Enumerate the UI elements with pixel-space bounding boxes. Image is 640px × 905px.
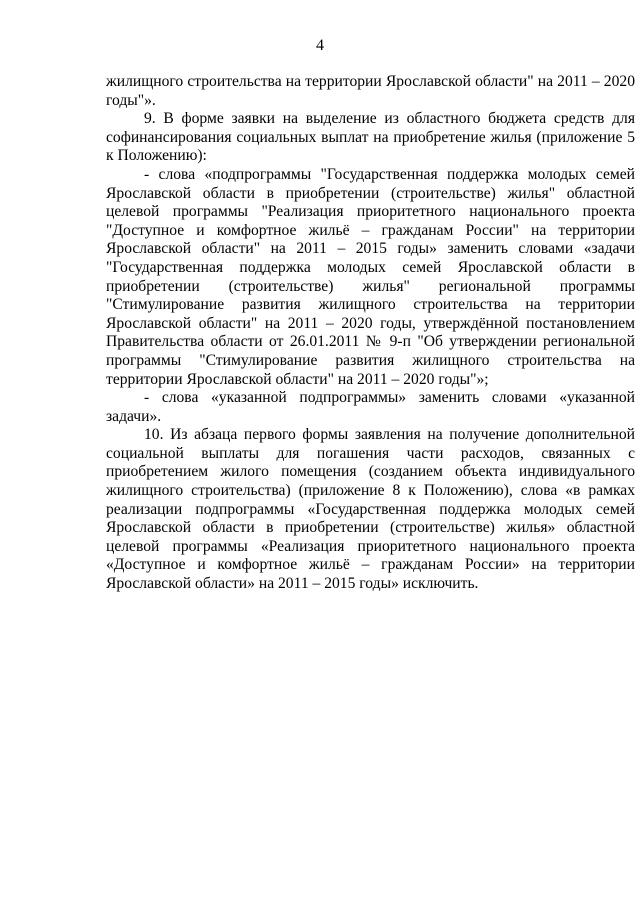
paragraph-continuation: жилищного строительства на территории Ярославской области" на 2011 – 2020 годы"». <box>106 73 635 109</box>
document-body <box>106 73 635 594</box>
page-number: 4 <box>316 37 324 54</box>
paragraph-item-9-second-dash: - слова «указанной подпрограммы» заменить словами «указанной задачи». <box>106 389 635 425</box>
paragraph-item-9: 9. В форме заявки на выделение из областного бюджета средств для софинансирования социальных выплат на приобретение жилья (приложение 5 к Положению): <box>106 110 635 165</box>
paragraph-item-10: 10. Из абзаца первого формы заявления на получение дополнительной социальной выплаты для погашения части расходов, связанных с приобретением жилого помещения (созданием объекта индивидуального жилищного строительства) (приложение 8 к Положению), слова «в рамках реализации подпрограммы «Государственная поддержка молодых семей Ярославской области в приобретении (строительстве) жилья» областной целевой программы «Реализация приоритетного национального проекта «Доступное и комфортное жильё – гражданам России» на территории Ярославской области» на 2011 – 2015 годы» исключить. <box>106 426 635 593</box>
paragraph-item-9-first-dash: - слова «подпрограммы "Государственная поддержка молодых семей Ярославской области в приобретении (строительстве) жилья" областной целевой программы "Реализация приоритетного национального проекта "Доступное и комфортное жильё – гражданам России" на территории Ярославской области" на 2011 – 2015 годы» заменить словами «задачи "Государственная поддержка молодых семей Ярославской области в приобретении (строительстве) жилья" региональной программы "Стимулирование развития жилищного строительства на территории Ярославской области" на 2011 – 2020 годы, утверждённой постановлением Правительства области от 26.01.2011 № 9-п "Об утверждении региональной программы "Стимулирование развития жилищного строительства на территории Ярославской области" на 2011 – 2020 годы"»; <box>106 165 635 388</box>
